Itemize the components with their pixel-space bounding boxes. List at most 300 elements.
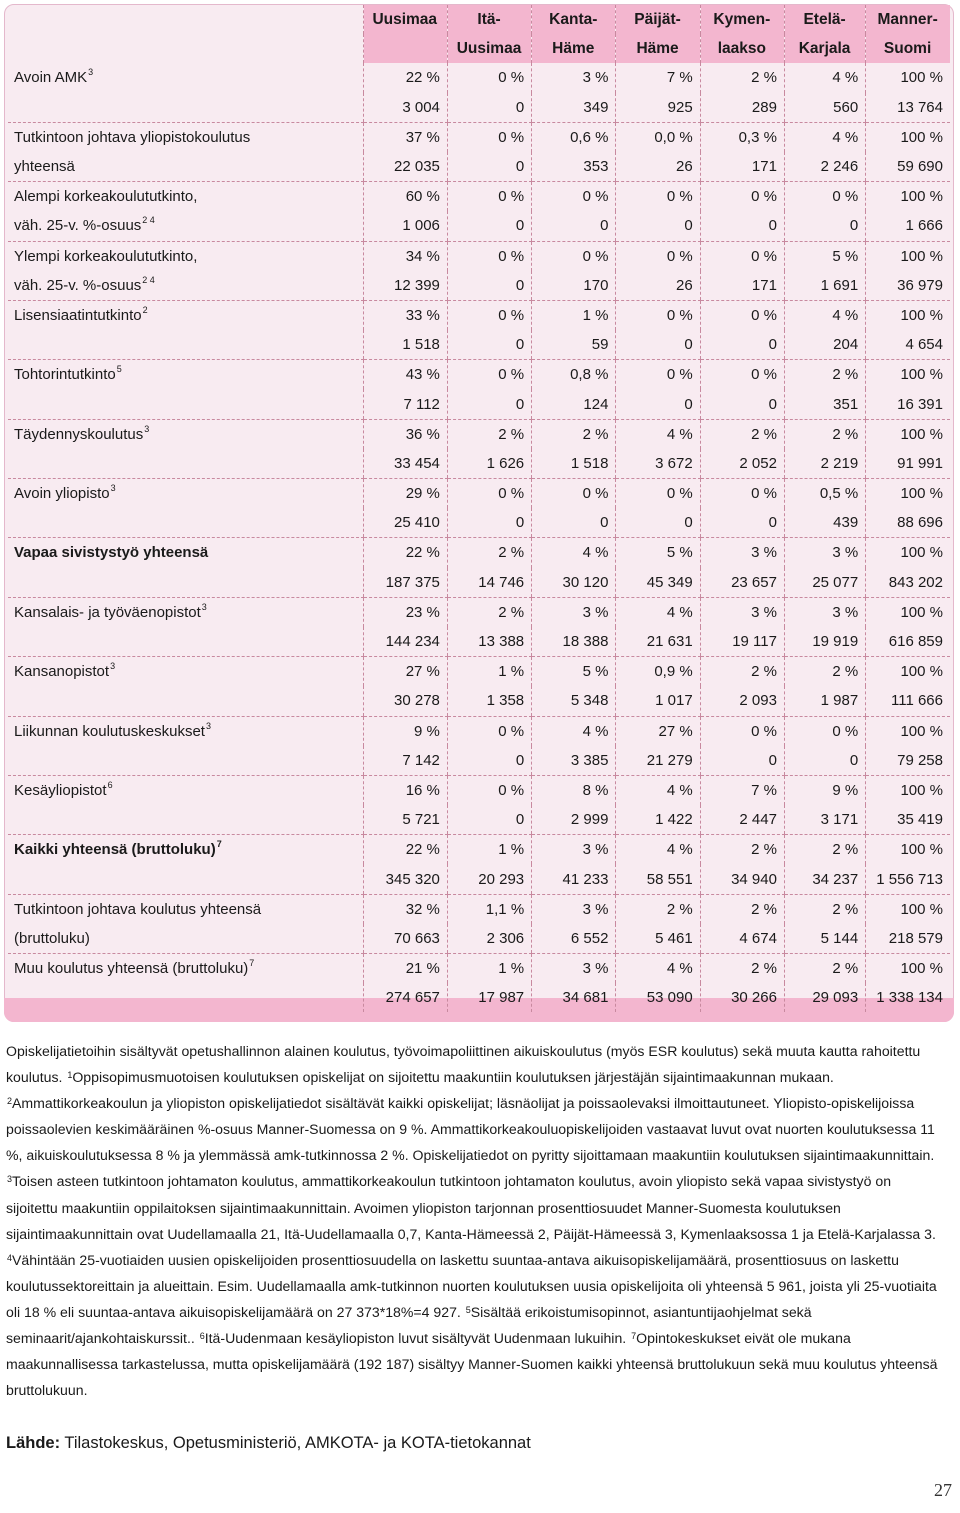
table-cell: 1 006 bbox=[363, 211, 447, 241]
footnote-text: Opiskelijatietoihin sisältyvät opetushallinnon alainen koulutus, työvoimapoliittinen aikuiskoulutus (myös ESR koulutus) sekä muuta kautta rahoitettu koulutus. bbox=[6, 1043, 921, 1086]
table-cell: 4 % bbox=[616, 597, 700, 627]
table-cell: 21 631 bbox=[616, 627, 700, 657]
table-cell: 9 % bbox=[784, 775, 865, 805]
table-cell: 0 % bbox=[700, 360, 784, 390]
row-label-text: Avoin AMK bbox=[14, 69, 88, 87]
table-cell: 0 % bbox=[616, 360, 700, 390]
footnote-ref: 7 bbox=[216, 839, 222, 850]
footnote-ref: 2 bbox=[142, 304, 148, 315]
table-cell: 37 % bbox=[363, 122, 447, 152]
footnote-ref: 3 bbox=[110, 661, 116, 672]
table-cell: 0 % bbox=[700, 182, 784, 212]
table-cell: 4 % bbox=[784, 300, 865, 330]
table-row bbox=[8, 597, 950, 627]
table-cell: 124 bbox=[532, 389, 616, 419]
table-cell: 19 919 bbox=[784, 627, 865, 657]
table-cell: 25 410 bbox=[363, 508, 447, 538]
table-cell: 100 % bbox=[866, 419, 950, 449]
table-cell: 100 % bbox=[866, 122, 950, 152]
table-cell: 4 % bbox=[616, 775, 700, 805]
row-label bbox=[8, 864, 363, 894]
table-cell: 100 % bbox=[866, 835, 950, 865]
table-cell: 0,3 % bbox=[700, 122, 784, 152]
column-header: Häme bbox=[616, 34, 700, 63]
footnote-marker: 1 bbox=[67, 1070, 73, 1081]
table-cell: 100 % bbox=[866, 716, 950, 746]
table-cell: 0,5 % bbox=[784, 479, 865, 509]
table-cell: 439 bbox=[784, 508, 865, 538]
row-label bbox=[8, 419, 363, 449]
row-label bbox=[8, 805, 363, 835]
table-cell: 2 306 bbox=[447, 924, 531, 954]
table-cell: 0 bbox=[447, 805, 531, 835]
column-header: Häme bbox=[532, 34, 616, 63]
table-cell: 29 093 bbox=[784, 983, 865, 1012]
table-cell: 2 % bbox=[447, 597, 531, 627]
row-label-text: Tutkintoon johtava yliopistokoulutus bbox=[14, 128, 251, 146]
table-cell: 0 bbox=[700, 508, 784, 538]
table-cell: 20 293 bbox=[447, 864, 531, 894]
table-cell: 2 % bbox=[700, 419, 784, 449]
table-cell: 22 % bbox=[363, 63, 447, 92]
table-row bbox=[8, 152, 950, 182]
table-cell: 0 bbox=[616, 330, 700, 360]
table-cell: 2 % bbox=[784, 419, 865, 449]
footnote-marker: 7 bbox=[631, 1331, 637, 1342]
footnote-paragraph bbox=[6, 1038, 946, 1403]
table-cell: 0 bbox=[447, 152, 531, 182]
table-cell: 7 142 bbox=[363, 746, 447, 776]
table-cell: 1 % bbox=[447, 835, 531, 865]
footnote-ref: 3 bbox=[205, 720, 211, 731]
table-cell: 13 388 bbox=[447, 627, 531, 657]
table-cell: 29 % bbox=[363, 479, 447, 509]
table-cell: 1 691 bbox=[784, 271, 865, 301]
table-cell: 170 bbox=[532, 271, 616, 301]
column-header: Uusimaa bbox=[447, 34, 531, 63]
table-cell: 27 % bbox=[616, 716, 700, 746]
row-label bbox=[8, 93, 363, 123]
table-cell: 0 bbox=[447, 389, 531, 419]
footnote-marker: 5 bbox=[465, 1304, 471, 1315]
table-cell: 1 518 bbox=[532, 449, 616, 479]
table-cell: 1 % bbox=[447, 954, 531, 984]
table-row bbox=[8, 508, 950, 538]
table-cell: 4 % bbox=[784, 122, 865, 152]
table-cell: 0 % bbox=[700, 479, 784, 509]
table-cell: 5 % bbox=[616, 538, 700, 568]
header-row bbox=[8, 5, 950, 34]
footnote-ref: 2 4 bbox=[142, 274, 155, 285]
table-cell: 8 % bbox=[532, 775, 616, 805]
table-cell: 4 654 bbox=[866, 330, 950, 360]
footnote-ref: 3 bbox=[144, 423, 150, 434]
table-cell: 925 bbox=[616, 93, 700, 123]
table-row bbox=[8, 122, 950, 152]
row-label bbox=[8, 983, 363, 1012]
footnote-ref: 5 bbox=[116, 364, 122, 375]
table-cell: 5 144 bbox=[784, 924, 865, 954]
table-cell: 21 % bbox=[363, 954, 447, 984]
table-cell: 43 % bbox=[363, 360, 447, 390]
table-cell: 2 246 bbox=[784, 152, 865, 182]
row-label-text: Alempi korkeakoulututkinto, bbox=[14, 188, 198, 206]
table-cell: 79 258 bbox=[866, 746, 950, 776]
table-cell: 171 bbox=[700, 271, 784, 301]
footnote-ref: 7 bbox=[249, 958, 255, 969]
table-cell: 100 % bbox=[866, 538, 950, 568]
column-header: Karjala bbox=[784, 34, 865, 63]
row-label-text: Vapaa sivistystyö yhteensä bbox=[14, 544, 209, 562]
table-cell: 0 bbox=[447, 271, 531, 301]
table-cell: 0 % bbox=[447, 63, 531, 92]
table-cell: 59 bbox=[532, 330, 616, 360]
row-label bbox=[8, 360, 363, 390]
table-cell: 100 % bbox=[866, 63, 950, 92]
footnote-text: Opintokeskukset eivät ole mukana maakunnallisessa tarkastelussa, mutta opiskelijamäärä (192 187) sisältyy Manner-Suomen kaikki yhteensä bruttolukuun sekä muu koulutus yhteensä bruttolukuun. bbox=[6, 1330, 938, 1399]
table-cell: 16 391 bbox=[866, 389, 950, 419]
table-cell: 100 % bbox=[866, 300, 950, 330]
table-cell: 2 % bbox=[700, 954, 784, 984]
table-cell: 187 375 bbox=[363, 568, 447, 598]
table-cell: 0 % bbox=[616, 241, 700, 271]
row-label bbox=[8, 122, 363, 152]
table-cell: 70 663 bbox=[363, 924, 447, 954]
table-cell: 0 % bbox=[532, 182, 616, 212]
table-cell: 7 % bbox=[700, 775, 784, 805]
source-line bbox=[6, 1434, 531, 1453]
table-cell: 0 bbox=[447, 93, 531, 123]
table-cell: 7 112 bbox=[363, 389, 447, 419]
table-cell: 0 % bbox=[784, 182, 865, 212]
table-cell: 9 % bbox=[363, 716, 447, 746]
table-row bbox=[8, 271, 950, 301]
table-cell: 1 422 bbox=[616, 805, 700, 835]
table-cell: 53 090 bbox=[616, 983, 700, 1012]
column-header: Manner- bbox=[866, 5, 950, 34]
table-cell: 0 bbox=[700, 330, 784, 360]
table-row bbox=[8, 300, 950, 330]
table-row bbox=[8, 449, 950, 479]
table-cell: 30 120 bbox=[532, 568, 616, 598]
table-cell: 0 bbox=[784, 211, 865, 241]
table-cell: 1 626 bbox=[447, 449, 531, 479]
table-cell: 100 % bbox=[866, 657, 950, 687]
table-cell: 0 bbox=[447, 211, 531, 241]
table-cell: 5 348 bbox=[532, 686, 616, 716]
table-row bbox=[8, 864, 950, 894]
source-text: Tilastokeskus, Opetusministeriö, AMKOTA- ja KOTA-tietokannat bbox=[60, 1434, 531, 1452]
table-cell: 1 556 713 bbox=[866, 864, 950, 894]
table-cell: 23 % bbox=[363, 597, 447, 627]
column-header: Päijät- bbox=[616, 5, 700, 34]
table-cell: 5 % bbox=[784, 241, 865, 271]
table-cell: 2 % bbox=[784, 835, 865, 865]
row-label bbox=[8, 597, 363, 627]
table-cell: 36 979 bbox=[866, 271, 950, 301]
table-cell: 34 681 bbox=[532, 983, 616, 1012]
footnote-text: Itä-Uudenmaan kesäyliopiston luvut sisältyvät Uudenmaan lukuihin. bbox=[204, 1330, 631, 1347]
table-cell: 4 % bbox=[616, 419, 700, 449]
table-cell: 0 % bbox=[616, 300, 700, 330]
table-cell: 91 991 bbox=[866, 449, 950, 479]
row-label-text: Ylempi korkeakoulututkinto, bbox=[14, 247, 198, 265]
column-header: laakso bbox=[700, 34, 784, 63]
row-label bbox=[8, 508, 363, 538]
table-cell: 4 % bbox=[616, 835, 700, 865]
column-header: Suomi bbox=[866, 34, 950, 63]
table-cell: 1,1 % bbox=[447, 894, 531, 924]
table-cell: 2 % bbox=[616, 894, 700, 924]
table-cell: 16 % bbox=[363, 775, 447, 805]
footnote-text: Oppisopimusmuotoisen koulutuksen opiskelijat on sijoitettu maakuntiin koulutuksen järjestäjän sijaintimaakunnan mukaan. bbox=[72, 1069, 834, 1086]
table-cell: 0 % bbox=[532, 479, 616, 509]
table-cell: 22 % bbox=[363, 835, 447, 865]
row-label-text: Kesäyliopistot bbox=[14, 781, 107, 799]
table-cell: 3 % bbox=[532, 954, 616, 984]
row-label bbox=[8, 152, 363, 182]
table-cell: 2 % bbox=[784, 657, 865, 687]
table-cell: 88 696 bbox=[866, 508, 950, 538]
footnote-marker: 2 bbox=[7, 1096, 13, 1107]
table-cell: 0,0 % bbox=[616, 122, 700, 152]
table-cell: 2 % bbox=[700, 63, 784, 92]
table-cell: 289 bbox=[700, 93, 784, 123]
row-label-text: Kaikki yhteensä (bruttoluku) bbox=[14, 841, 216, 859]
table-cell: 0 % bbox=[447, 122, 531, 152]
table-cell: 12 399 bbox=[363, 271, 447, 301]
table-cell: 171 bbox=[700, 152, 784, 182]
table-cell: 100 % bbox=[866, 775, 950, 805]
table-cell: 22 % bbox=[363, 538, 447, 568]
table-cell: 45 349 bbox=[616, 568, 700, 598]
column-header: Kanta- bbox=[532, 5, 616, 34]
table-cell: 100 % bbox=[866, 360, 950, 390]
table-cell: 2 % bbox=[532, 419, 616, 449]
table-cell: 0 bbox=[784, 746, 865, 776]
column-header: Kymen- bbox=[700, 5, 784, 34]
table-cell: 34 940 bbox=[700, 864, 784, 894]
table-cell: 7 % bbox=[616, 63, 700, 92]
table-cell: 60 % bbox=[363, 182, 447, 212]
table-cell: 2 447 bbox=[700, 805, 784, 835]
table-cell: 58 551 bbox=[616, 864, 700, 894]
table-cell: 2 % bbox=[700, 657, 784, 687]
table-row bbox=[8, 716, 950, 746]
source-label: Lähde: bbox=[6, 1434, 61, 1452]
table-cell: 41 233 bbox=[532, 864, 616, 894]
table-cell: 1 518 bbox=[363, 330, 447, 360]
row-label-text: (bruttoluku) bbox=[14, 929, 90, 947]
row-label bbox=[8, 746, 363, 776]
row-label-text: Tohtorintutkinto bbox=[14, 366, 116, 384]
table-row bbox=[8, 568, 950, 598]
row-label bbox=[8, 954, 363, 984]
table-cell: 2 052 bbox=[700, 449, 784, 479]
row-label bbox=[8, 894, 363, 924]
table-cell: 843 202 bbox=[866, 568, 950, 598]
table-cell: 0,9 % bbox=[616, 657, 700, 687]
statistics-table bbox=[8, 5, 950, 1012]
table-cell: 30 278 bbox=[363, 686, 447, 716]
row-label bbox=[8, 538, 363, 568]
table-cell: 100 % bbox=[866, 241, 950, 271]
table-cell: 26 bbox=[616, 152, 700, 182]
table-cell: 274 657 bbox=[363, 983, 447, 1012]
column-header: Etelä- bbox=[784, 5, 865, 34]
table-cell: 27 % bbox=[363, 657, 447, 687]
table-cell: 35 419 bbox=[866, 805, 950, 835]
row-label-text: Tutkintoon johtava koulutus yhteensä bbox=[14, 900, 262, 918]
row-label bbox=[8, 330, 363, 360]
table-cell: 26 bbox=[616, 271, 700, 301]
row-label-text: väh. 25-v. %-osuus bbox=[14, 276, 142, 294]
table-cell: 32 % bbox=[363, 894, 447, 924]
table-cell: 34 237 bbox=[784, 864, 865, 894]
table-cell: 0 bbox=[532, 508, 616, 538]
table-row bbox=[8, 419, 950, 449]
row-label bbox=[8, 182, 363, 212]
header-corner bbox=[8, 34, 363, 63]
footnote-text: Vähintään 25-vuotiaiden uusien opiskelijoiden prosenttiosuudella on laskettu suuntaa-antava aikuisopiskelijamäärä, prosenttiosuus on laskettu koulutussektoreittain ja alueittain. Esim. Uudellamaalla amk-tutkinnon nuorten koulutuksen uusia opiskelijoita oli yhteensä 5 961, joista yli 25-vuotiaita oli 18 % eli suuntaa-antava aikuisopiskelijamäärä on 27 373*18%=4 927. bbox=[6, 1251, 937, 1320]
table-cell: 17 987 bbox=[447, 983, 531, 1012]
table-cell: 218 579 bbox=[866, 924, 950, 954]
table-cell: 3 672 bbox=[616, 449, 700, 479]
row-label bbox=[8, 211, 363, 241]
table-row bbox=[8, 894, 950, 924]
table-cell: 3 % bbox=[532, 894, 616, 924]
footnote-ref: 3 bbox=[110, 483, 116, 494]
table-cell: 4 674 bbox=[700, 924, 784, 954]
table-cell: 1 017 bbox=[616, 686, 700, 716]
table-cell: 345 320 bbox=[363, 864, 447, 894]
table-cell: 100 % bbox=[866, 182, 950, 212]
row-label bbox=[8, 686, 363, 716]
table-cell: 2 % bbox=[447, 538, 531, 568]
table-row bbox=[8, 360, 950, 390]
row-label bbox=[8, 389, 363, 419]
table-cell: 100 % bbox=[866, 597, 950, 627]
table-cell: 3 % bbox=[700, 538, 784, 568]
table-cell: 14 746 bbox=[447, 568, 531, 598]
table-row bbox=[8, 686, 950, 716]
footnote-marker: 6 bbox=[199, 1331, 205, 1342]
table-cell: 100 % bbox=[866, 954, 950, 984]
table-cell: 22 035 bbox=[363, 152, 447, 182]
table-cell: 204 bbox=[784, 330, 865, 360]
table-cell: 0 % bbox=[616, 182, 700, 212]
table-row bbox=[8, 241, 950, 271]
table-cell: 33 454 bbox=[363, 449, 447, 479]
table-cell: 21 279 bbox=[616, 746, 700, 776]
table-cell: 0 % bbox=[784, 716, 865, 746]
table-cell: 4 % bbox=[784, 63, 865, 92]
row-label bbox=[8, 63, 363, 92]
footnote-ref: 3 bbox=[201, 601, 207, 612]
table-cell: 0 % bbox=[447, 300, 531, 330]
row-label-text: Lisensiaatintutkinto bbox=[14, 306, 142, 324]
table-row bbox=[8, 805, 950, 835]
table-cell: 0 % bbox=[447, 479, 531, 509]
row-label bbox=[8, 657, 363, 687]
row-label-text: Kansalais- ja työväenopistot bbox=[14, 603, 201, 621]
table-row bbox=[8, 538, 950, 568]
table-row bbox=[8, 211, 950, 241]
table-cell: 2 219 bbox=[784, 449, 865, 479]
table-cell: 3 % bbox=[532, 597, 616, 627]
table-cell: 0 bbox=[700, 211, 784, 241]
row-label-text: Liikunnan koulutuskeskukset bbox=[14, 722, 205, 740]
table-cell: 0 bbox=[700, 389, 784, 419]
table-cell: 0 bbox=[616, 389, 700, 419]
footnote-text: Sisältää erikoistumisopinnot, asiantuntijaohjelmat sekä seminaarit/ajankohtaiskurssit.. bbox=[6, 1303, 812, 1347]
table-row bbox=[8, 924, 950, 954]
table-cell: 0 bbox=[700, 746, 784, 776]
footnote-ref: 6 bbox=[107, 779, 113, 790]
table-cell: 34 % bbox=[363, 241, 447, 271]
table-cell: 1 338 134 bbox=[866, 983, 950, 1012]
table-cell: 3 171 bbox=[784, 805, 865, 835]
row-label-text: Täydennyskoulutus bbox=[14, 425, 144, 443]
table-cell: 353 bbox=[532, 152, 616, 182]
table-cell: 0 % bbox=[700, 300, 784, 330]
table-cell: 36 % bbox=[363, 419, 447, 449]
table-row bbox=[8, 983, 950, 1012]
table-row bbox=[8, 954, 950, 984]
table-cell: 0 bbox=[447, 508, 531, 538]
table-cell: 0 bbox=[447, 746, 531, 776]
table-cell: 23 657 bbox=[700, 568, 784, 598]
table-cell: 5 % bbox=[532, 657, 616, 687]
table-cell: 3 % bbox=[784, 538, 865, 568]
row-label bbox=[8, 449, 363, 479]
table-cell: 1 % bbox=[447, 657, 531, 687]
column-header bbox=[363, 34, 447, 63]
column-header: Itä- bbox=[447, 5, 531, 34]
table-cell: 0 bbox=[532, 211, 616, 241]
table-cell: 2 093 bbox=[700, 686, 784, 716]
footnote-text: Toisen asteen tutkintoon johtamaton koulutus, ammattikorkeakoulun tutkintoon johtamaton koulutus, avoin yliopisto sekä vapaa sivistystyö on sijoitettu maakuntiin oppilaitoksen sijaintimaakunnittain. Avoimen yliopiston tarjonnan prosenttiosuudet Manner-Suomesta koulutuksen sijaintimaakunnittain ovat Uudellamaalla 21, Itä-Uudellamaalla 0,7, Kanta-Hämeessä 2, Päijät-Hämeessä 3, Kymenlaaksossa 1 ja Etelä-Karjalassa 3. bbox=[6, 1173, 936, 1242]
table-cell: 0 % bbox=[447, 775, 531, 805]
table-cell: 111 666 bbox=[866, 686, 950, 716]
table-cell: 0 % bbox=[447, 182, 531, 212]
table-cell: 0 bbox=[616, 508, 700, 538]
row-label-text: Muu koulutus yhteensä (bruttoluku) bbox=[14, 960, 249, 978]
table-cell: 3 004 bbox=[363, 93, 447, 123]
row-label bbox=[8, 716, 363, 746]
table-cell: 6 552 bbox=[532, 924, 616, 954]
table-cell: 1 358 bbox=[447, 686, 531, 716]
table-cell: 616 859 bbox=[866, 627, 950, 657]
table-row bbox=[8, 389, 950, 419]
table-cell: 1 987 bbox=[784, 686, 865, 716]
table-cell: 3 % bbox=[532, 63, 616, 92]
table-cell: 351 bbox=[784, 389, 865, 419]
table-cell: 4 % bbox=[532, 538, 616, 568]
table-cell: 0 % bbox=[532, 241, 616, 271]
table-cell: 59 690 bbox=[866, 152, 950, 182]
table-cell: 33 % bbox=[363, 300, 447, 330]
table-cell: 4 % bbox=[532, 716, 616, 746]
table-cell: 3 385 bbox=[532, 746, 616, 776]
table-cell: 349 bbox=[532, 93, 616, 123]
table-cell: 2 % bbox=[700, 894, 784, 924]
row-label bbox=[8, 271, 363, 301]
row-label bbox=[8, 627, 363, 657]
row-label bbox=[8, 241, 363, 271]
table-row bbox=[8, 627, 950, 657]
table-cell: 2 % bbox=[784, 954, 865, 984]
